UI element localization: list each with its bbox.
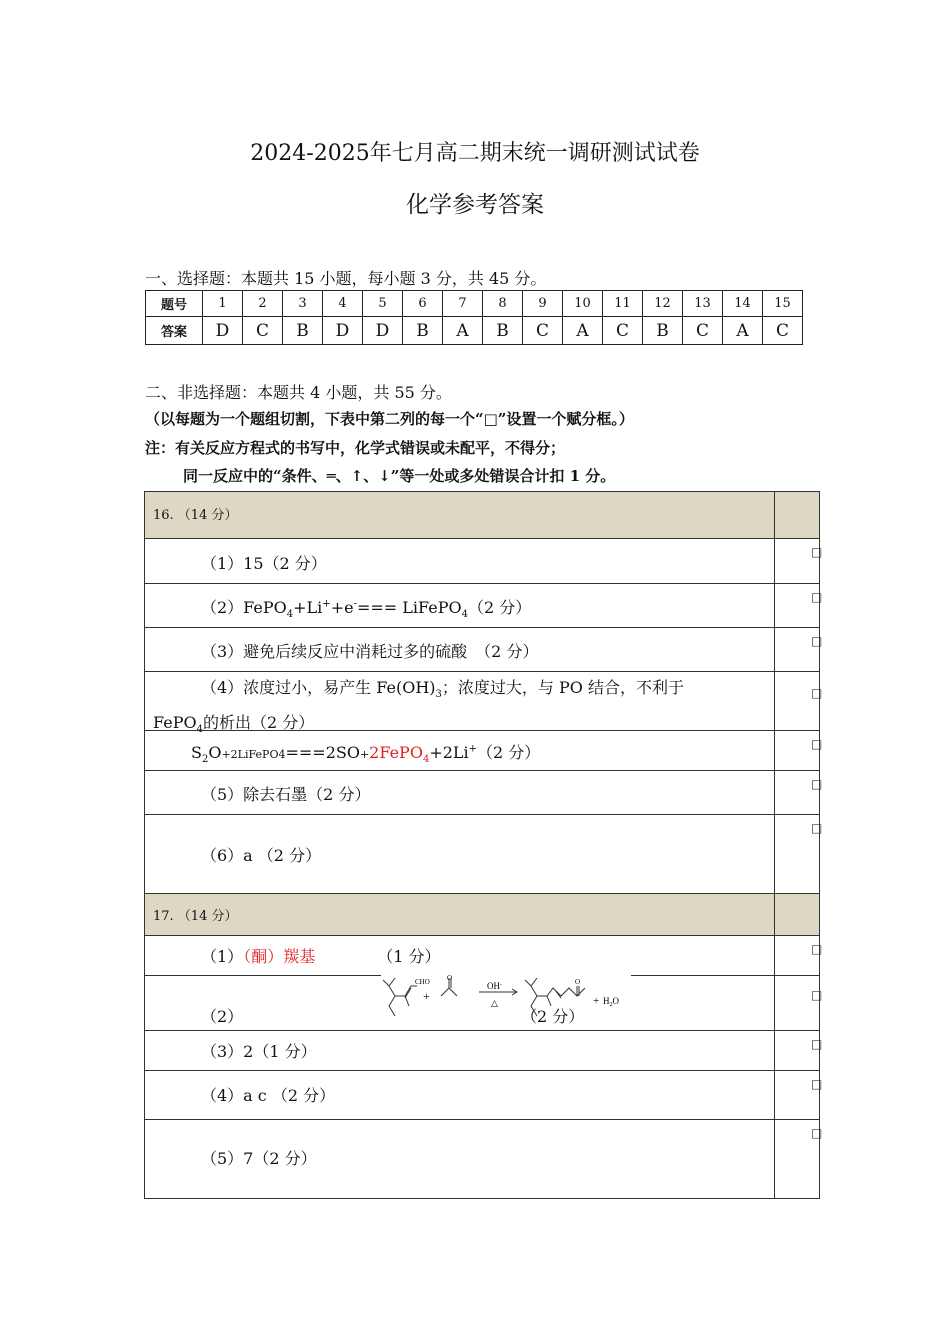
- q17-header: 17. （14 分）: [153, 909, 238, 924]
- scheme-plus-1: +: [423, 989, 430, 1003]
- q17-row-1: [145, 935, 823, 975]
- question-number: 10: [563, 291, 603, 317]
- answer-grid: [144, 491, 823, 1199]
- section1-heading: 一、选择题：本题共 15 小题，每小题 3 分，共 45 分。: [145, 269, 547, 288]
- q17-row-4: [145, 1070, 823, 1119]
- q16-row-4: [145, 671, 823, 736]
- answer-cell: A: [723, 317, 763, 345]
- score-box[interactable]: □: [811, 1126, 823, 1140]
- row-label-answer: 答案: [146, 317, 203, 345]
- answer-cell: B: [403, 317, 443, 345]
- answer-cell: D: [203, 317, 243, 345]
- q17-answer-4: （4）a c （2 分）: [201, 1086, 336, 1105]
- q17-header-row: [145, 893, 819, 935]
- question-number: 13: [683, 291, 723, 317]
- q17-answer-2-label: （2）: [201, 1007, 244, 1026]
- question-number: 3: [283, 291, 323, 317]
- q16-answer-2: （2）FePO$_4$+Li++e-=== LiFePO$_4$（2 分）: [201, 598, 532, 621]
- question-number: 1: [203, 291, 243, 317]
- question-number: 9: [523, 291, 563, 317]
- document-subtitle: 化学参考答案: [406, 192, 544, 218]
- question-number: 15: [763, 291, 803, 317]
- equation-note: 注：有关反应方程式的书写中，化学式错误或未配平，不得分；: [145, 439, 566, 457]
- q17-row-2: [145, 974, 823, 1030]
- score-box[interactable]: □: [811, 686, 823, 700]
- q16-row-3: [145, 627, 823, 671]
- q17-row-5: [145, 1119, 823, 1198]
- q16-header-row: [145, 492, 819, 538]
- scheme-product-o: O: [575, 978, 581, 986]
- answer-cell: A: [443, 317, 483, 345]
- reactant-aldehyde-tail: [395, 986, 417, 996]
- question-number: 7: [443, 291, 483, 317]
- q17-answer-1: （1）（酮）羰基 （1 分）: [201, 947, 441, 966]
- reactant-acetone: [441, 988, 457, 996]
- q17-answer-3: （3）2（1 分）: [201, 1042, 317, 1061]
- score-box[interactable]: □: [811, 634, 823, 648]
- answer-row: [146, 317, 803, 345]
- answer-cell: D: [323, 317, 363, 345]
- reactant-aldehyde-chain: [389, 986, 395, 1016]
- score-box[interactable]: □: [811, 777, 823, 791]
- answer-cell: B: [643, 317, 683, 345]
- q16-answer-5: （5）除去石墨（2 分）: [201, 785, 371, 804]
- row-label-number: 题号: [146, 291, 203, 317]
- question-number: 8: [483, 291, 523, 317]
- question-number: 14: [723, 291, 763, 317]
- aldol-reaction-scheme: [381, 974, 631, 1024]
- question-number: 5: [363, 291, 403, 317]
- question-number: 6: [403, 291, 443, 317]
- answer-cell: C: [683, 317, 723, 345]
- q17-answer-2-score: （2 分）: [521, 1007, 585, 1026]
- deduction-note: 同一反应中的“条件、═、↑、↓”等一处或多处错误合计扣 1 分。: [183, 467, 616, 485]
- answer-cell: C: [603, 317, 643, 345]
- scheme-cho-label: CHO: [415, 978, 430, 986]
- q16-answer-3: （3）避免后续反应中消耗过多的硫酸 （2 分）: [201, 642, 539, 661]
- document-title: 2024-2025年七月高二期末统一调研测试试卷: [250, 141, 700, 166]
- score-box[interactable]: □: [811, 821, 823, 835]
- scheme-plus-2: +: [593, 995, 600, 1007]
- q16-row-6: [145, 814, 823, 893]
- q16-equation: $S_2O+2LiFePO4===2SO+2FePO_4+2Li^+(2$ 分）: [191, 743, 541, 766]
- reaction-scheme-svg: [381, 974, 631, 1024]
- question-number: 11: [603, 291, 643, 317]
- section2-heading: 二、非选择题：本题共 4 小题，共 55 分。: [145, 383, 452, 402]
- multiple-choice-answer-table: [145, 290, 803, 345]
- q16-answer-4: （4）浓度过小，易产生 $Fe(OH)_3$；浓度过大，与 PO 结合，不利于 FePO$_4$的析出（2 分）: [153, 678, 684, 736]
- scheme-heat: △: [491, 999, 498, 1009]
- question-number-row: [146, 291, 803, 317]
- q17-answer-5: （5）7（2 分）: [201, 1149, 317, 1168]
- score-box[interactable]: □: [811, 737, 823, 751]
- q16-row-2: [145, 583, 823, 627]
- q16-row-1: [145, 538, 823, 583]
- score-box[interactable]: □: [811, 988, 823, 1002]
- scoring-note: （以每题为一个题组切割，下表中第二列的每一个“□”设置一个赋分框。）: [145, 410, 634, 428]
- scheme-water: $H_2O$: [603, 996, 619, 1008]
- answer-cell: B: [283, 317, 323, 345]
- answer-cell: C: [243, 317, 283, 345]
- question-number: 4: [323, 291, 363, 317]
- answer-cell: C: [523, 317, 563, 345]
- q17-row-3: [145, 1030, 823, 1070]
- question-number: 2: [243, 291, 283, 317]
- q16-answer-1: （1）15（2 分）: [201, 554, 327, 573]
- answer-cell: A: [563, 317, 603, 345]
- answer-cell: C: [763, 317, 803, 345]
- scheme-catalyst: OH-: [487, 981, 502, 991]
- answer-cell: B: [483, 317, 523, 345]
- score-box[interactable]: □: [811, 1037, 823, 1051]
- q16-row-equation: [145, 730, 823, 770]
- question-number: 12: [643, 291, 683, 317]
- score-box[interactable]: □: [811, 942, 823, 956]
- answer-cell: D: [363, 317, 403, 345]
- q16-header: 16. （14 分）: [153, 508, 238, 523]
- q16-row-5: [145, 770, 823, 814]
- score-box[interactable]: □: [811, 590, 823, 604]
- score-box[interactable]: □: [811, 1077, 823, 1091]
- score-box[interactable]: □: [811, 545, 823, 559]
- scheme-acetone-o: O: [447, 974, 453, 982]
- q16-answer-6: （6）a （2 分）: [201, 846, 322, 865]
